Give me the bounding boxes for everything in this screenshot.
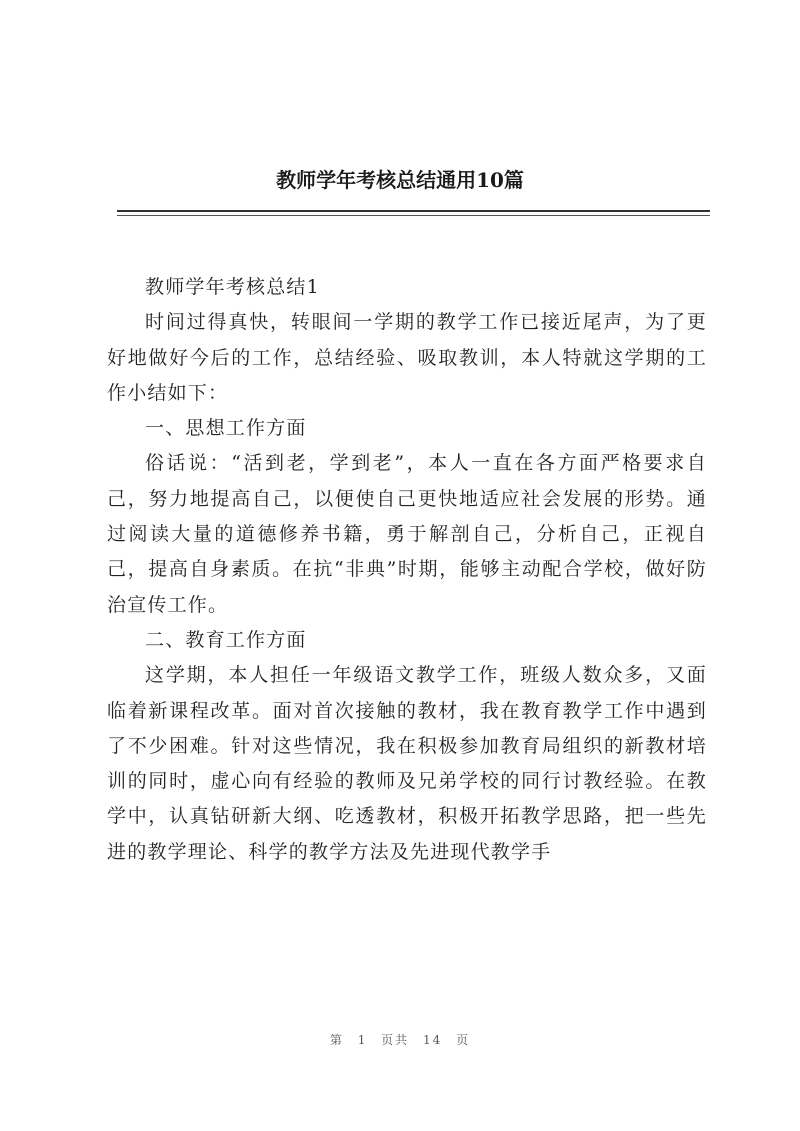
- section-heading: 教师学年考核总结1: [145, 276, 320, 298]
- document-body: [107, 270, 707, 870]
- title-divider-thin: [117, 215, 710, 216]
- section-heading: 一、思想工作方面: [145, 417, 307, 440]
- paragraph: 俗话说：“活到老，学到老”，本人一直在各方面严格要求自己，努力地提高自己，以便使自己更快地适应社会发展的形势。通过阅读大量的道德修养书籍，勇于解剖自己，分析自己，正视自己，提高自身素质。在抗“非典”时期，能够主动配合学校，做好防治宣传工作。: [107, 452, 707, 616]
- title-divider: [117, 210, 710, 212]
- paragraph: 这学期，本人担任一年级语文教学工作，班级人数众多，又面临着新课程改革。面对首次接触的教材，我在教育教学工作中遇到了不少困难。针对这些情况，我在积极参加教育局组织的新教材培训的同时，虚心向有经验的教师及兄弟学校的同行讨教经验。在教学中，认真钻研新大纲、吃透教材，积极开拓教学思路，把一些先进的教学理论、科学的教学方法及先进现代教学手: [107, 664, 707, 863]
- section-heading: 二、教育工作方面: [145, 628, 307, 651]
- document-title: 教师学年考核总结通用10篇: [276, 168, 524, 192]
- page-footer: 第 1 页共 14 页: [329, 1033, 471, 1047]
- paragraph: 时间过得真快，转眼间一学期的教学工作已接近尾声，为了更好地做好今后的工作，总结经验、吸取教训，本人特就这学期的工作小结如下：: [107, 311, 707, 404]
